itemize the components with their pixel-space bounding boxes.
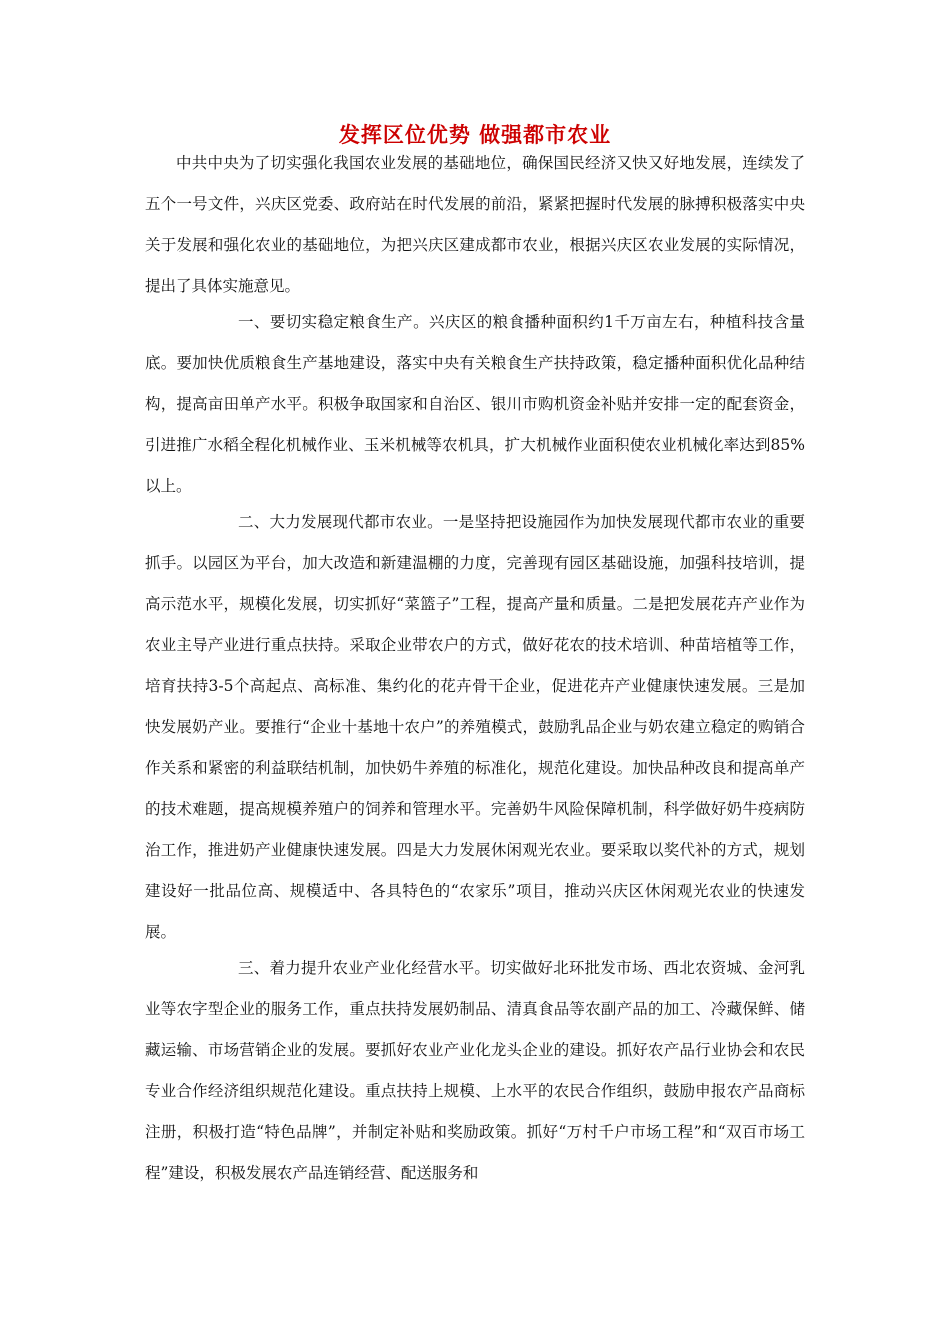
document-title: 发挥区位优势 做强都市农业: [338, 123, 612, 147]
section-3-paragraph: 三、着力提升农业产业化经营水平。切实做好北环批发市场、西北农资城、金河乳业等农字型企业的服务工作，重点扶持发展奶制品、清真食品等农副产品的加工、冷藏保鲜、储藏运输、市场营销企业的发展。要抓好农业产业化龙头企业的建设。抓好农产品行业协会和农民专业合作经济组织规范化建设。重点扶持上规模、上水平的农民合作组织，鼓励申报农产品商标注册，积极打造“特色品牌”，并制定补贴和奖励政策。抓好“万村千户市场工程”和“双百市场工程”建设，积极发展农产品连销经营、配送服务和: [145, 959, 805, 1182]
intro-paragraph: 中共中央为了切实强化我国农业发展的基础地位，确保国民经济又快又好地发展，连续发了五个一号文件，兴庆区党委、政府站在时代发展的前沿，紧紧把握时代发展的脉搏积极落实中央关于发展和强化农业的基础地位，为把兴庆区建成都市农业，根据兴庆区农业发展的实际情况，提出了具体实施意见。: [145, 154, 805, 295]
section-2-paragraph: 二、大力发展现代都市农业。一是坚持把设施园作为加快发展现代都市农业的重要抓手。以园区为平台，加大改造和新建温棚的力度，完善现有园区基础设施，加强科技培训，提高示范水平，规模化发展，切实抓好“菜篮子”工程，提高产量和质量。二是把发展花卉产业作为农业主导产业进行重点扶持。采取企业带农户的方式，做好花农的技术培训、种苗培植等工作，培育扶持3-5个高起点、高标准、集约化的花卉骨干企业，促进花卉产业健康快速发展。三是加快发展奶产业。要推行“企业十基地十农户”的养殖模式，鼓励乳品企业与奶农建立稳定的购销合作关系和紧密的利益联结机制，加快奶牛养殖的标准化，规范化建设。加快品种改良和提高单产的技术难题，提高规模养殖户的饲养和管理水平。完善奶牛风险保障机制，科学做好奶牛疫病防治工作，推进奶产业健康快速发展。四是大力发展休闲观光农业。要采取以奖代补的方式，规划建设好一批品位高、规模适中、各具特色的“农家乐”项目，推动兴庆区休闲观光农业的快速发展。: [145, 513, 805, 941]
section-1-paragraph: 一、要切实稳定粮食生产。兴庆区的粮食播种面积约1千万亩左右，种植科技含量底。要加快优质粮食生产基地建设，落实中央有关粮食生产扶持政策，稳定播种面积优化品种结构，提高亩田单产水平。积极争取国家和自治区、银川市购机资金补贴并安排一定的配套资金，引进推广水稻全程化机械作业、玉米机械等农机具，扩大机械作业面积使农业机械化率达到85%以上。: [145, 313, 805, 495]
